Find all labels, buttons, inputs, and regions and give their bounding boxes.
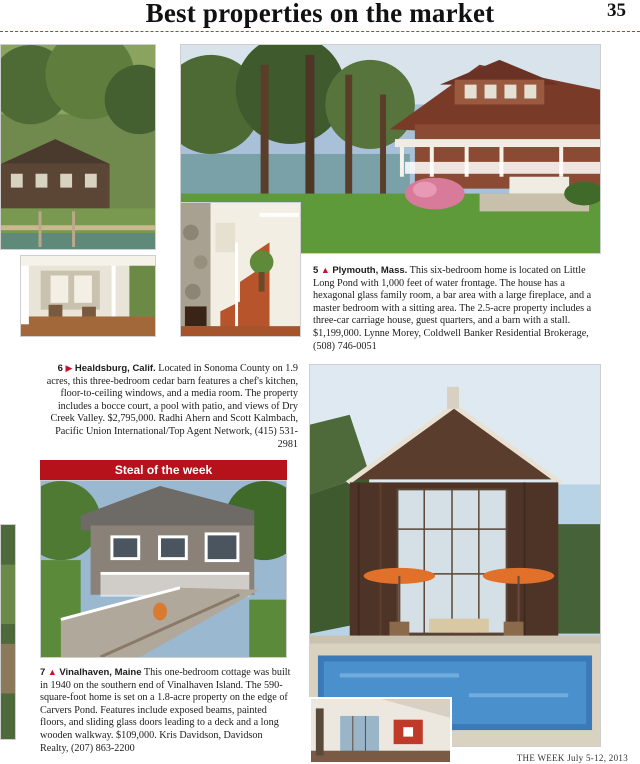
listing-6-number: 6 (57, 363, 63, 374)
steal-of-the-week-banner: Steal of the week (40, 460, 287, 480)
listing-6-location: Healdsburg, Calif. (74, 363, 156, 374)
listing-7-number: 7 (40, 667, 46, 678)
listing-6-description: Located in Sonoma County on 1.9 acres, this three-bedroom cedar barn features a chef's kitchen, floor-to-ceiling windows, and a media room. The property includes a bocce court, a pool with patio, and views of Dry Creek Valley. $2,795,000. Radhi Ahern and Scott Kalmbach, Pacific Union International/Top Agent Network, (415) 531-2981 (46, 363, 298, 450)
listing-7-caption (40, 666, 292, 755)
page-title: Best properties on the market (145, 0, 495, 28)
waterfront-house-photo (0, 44, 156, 250)
vinalhaven-cottage-photo (40, 480, 287, 658)
listing-7-description: This one-bedroom cottage was built in 1940 on the southern end of Vinalhaven Island. The 590-square-foot home is set on a 1.8-acre property on the edge of Carvers Pond. Features include exposed beams, painted floors, and sliding glass doors leading to a deck and a long wooden walkway. $109,000. Kris Davidson, Davidson Realty, (207) 863-2200 (40, 667, 291, 754)
barn-interior-photo (309, 697, 452, 764)
page-footer: THE WEEK July 5-12, 2013 (516, 753, 628, 763)
red-triangle-right-icon: ▶ (65, 363, 73, 373)
red-triangle-up-icon: ▲ (47, 667, 57, 677)
left-edge-photo (0, 524, 16, 740)
listing-5-number: 5 (313, 265, 319, 276)
listing-5-location: Plymouth, Mass. (332, 265, 408, 276)
listing-5-caption (313, 264, 603, 353)
plymouth-stair-interior-photo (180, 202, 301, 337)
header-rule (0, 31, 640, 32)
page-header (0, 0, 640, 34)
red-triangle-up-icon: ▲ (320, 265, 330, 275)
page-number: 35 (607, 0, 626, 21)
listing-5-description: This six-bedroom home is located on Little Long Pond with 1,000 feet of water frontage. The house has a hexagonal glass family room, a bar area with a large fireplace, and a master bedroom with a sitting area. The 2.5-acre property includes a three-car carriage house, guest quarters, and a barn with a stall. $1,199,000. Lynne Morey, Coldwell Banker Residential Brokerage, (508) 746-0051 (313, 265, 592, 352)
listing-7-location: Vinalhaven, Maine (59, 667, 142, 678)
porch-interior-photo (20, 255, 156, 337)
healdsburg-barn-photo (309, 364, 601, 747)
listing-6-caption (40, 362, 298, 451)
